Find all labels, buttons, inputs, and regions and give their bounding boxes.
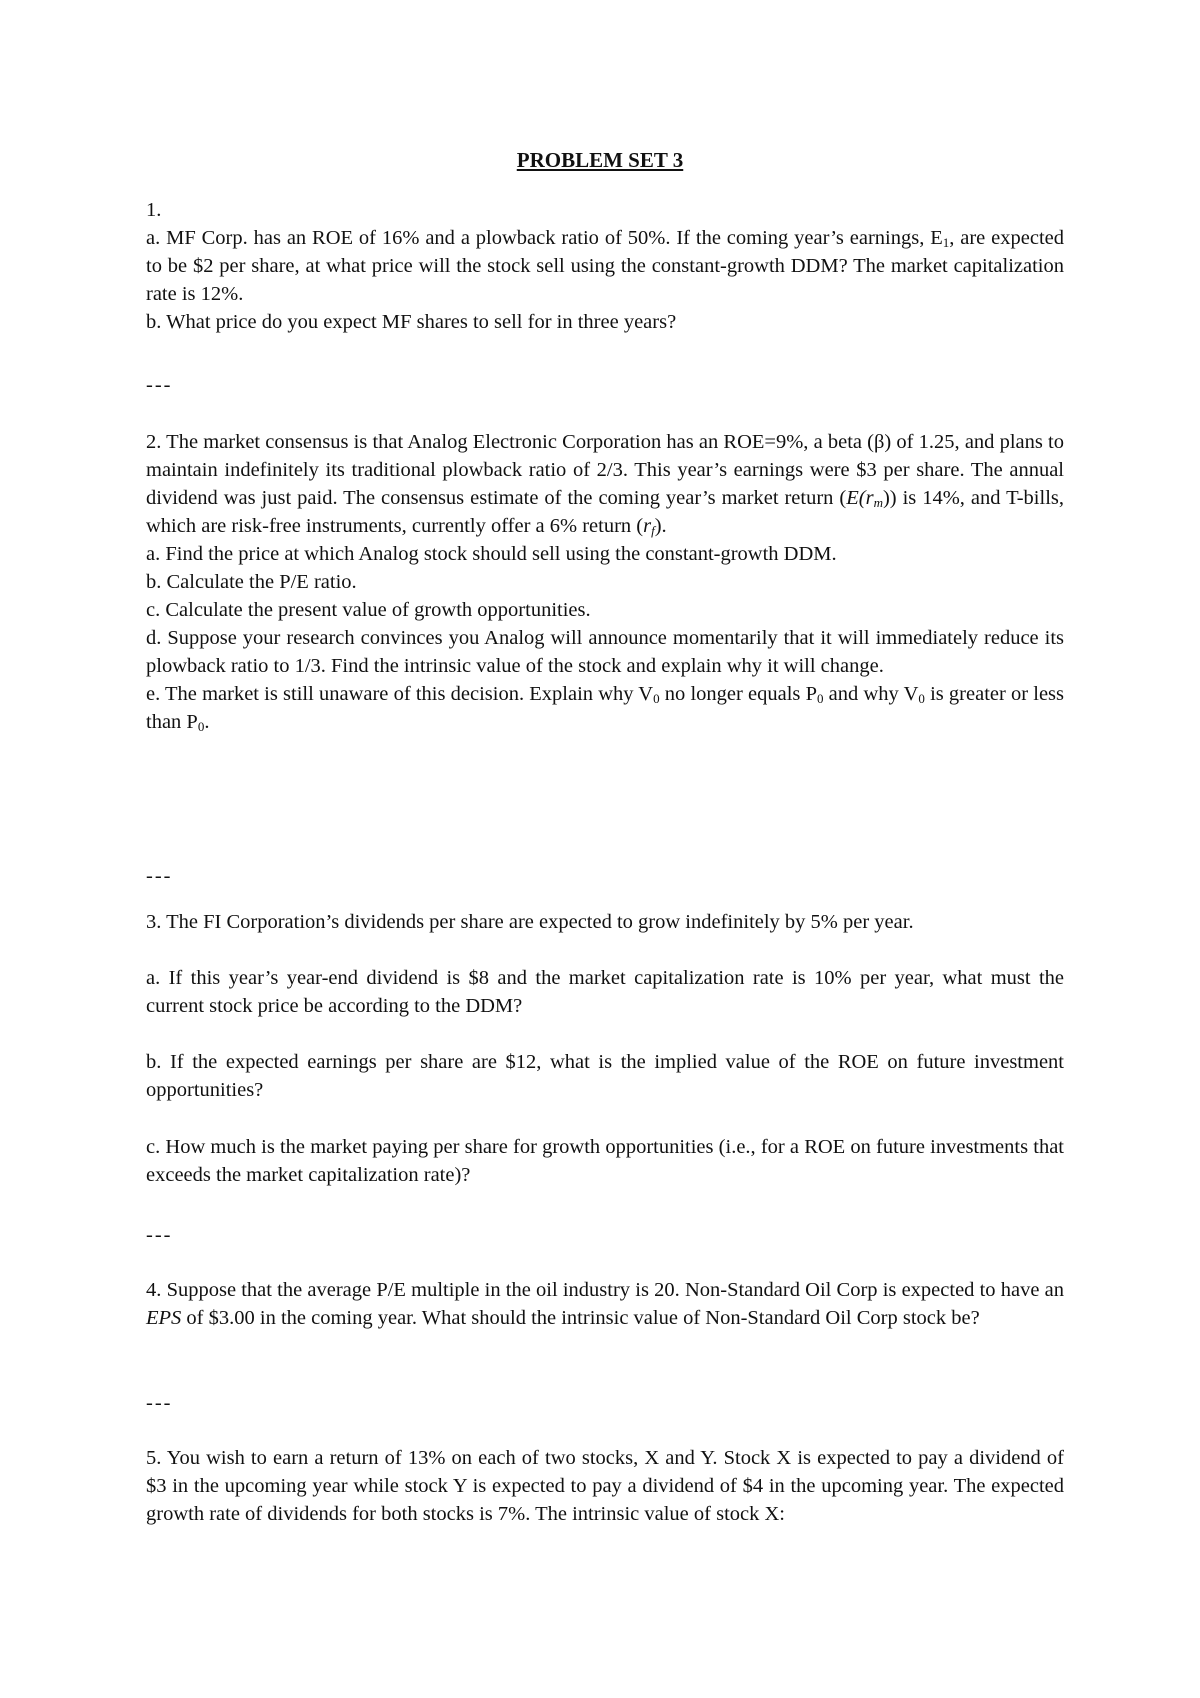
problem-3-part-b: b. If the expected earnings per share are $12, what is the implied value of the ROE on future investment opportunities? (146, 1051, 1064, 1101)
problem-3-intro: 3. The FI Corporation’s dividends per share are expected to grow indefinitely by 5% per year. (146, 911, 914, 933)
problem-4: 4. Suppose that the average P/E multiple in the oil industry is 20. Non-Standard Oil Corp is expected to have an EPS of $3.00 in the coming year. What should the intrinsic value of Non-Standard Oil Corp stock be? (146, 1279, 1064, 1329)
problem-2-part-d: d. Suppose your research convinces you Analog will announce momentarily that it will immediately reduce its plowback ratio to 1/3. Find the intrinsic value of the stock and explain why it will change. (146, 627, 1064, 677)
problem-2 (146, 428, 1064, 736)
problem-3-part-a: a. If this year’s year-end dividend is $8 and the market capitalization rate is 10% per year, what must the current stock price be according to the DDM? (146, 967, 1064, 1017)
separator: --- (146, 374, 173, 396)
problem-1-part-b: b. What price do you expect MF shares to sell for in three years? (146, 311, 677, 333)
problem-1-part-a: a. MF Corp. has an ROE of 16% and a plowback ratio of 50%. If the coming year’s earnings, $E_1$, are expected to be $2 per share, at what price will the stock sell using the constant-growth DDM? The market capitalization rate is 12%. (146, 227, 1064, 305)
separator: --- (146, 865, 173, 887)
separator: --- (146, 1224, 173, 1246)
page-title: PROBLEM SET 3 (516, 148, 684, 172)
problem-2-part-e: e. The market is still unaware of this decision. Explain why $V_0$ no longer equals $P_0$ and why $V_0$ is greater or less than $P_0$. (146, 683, 1065, 734)
problem-1 (146, 196, 1064, 336)
separator: --- (146, 1392, 173, 1414)
problem-3-part-c: c. How much is the market paying per share for growth opportunities (i.e., for a ROE on future investments that exceeds the market capitalization rate)? (146, 1136, 1064, 1186)
problem-1-number: 1. (146, 199, 162, 221)
problem-2-intro: 2. The market consensus is that Analog Electronic Corporation has an ROE=9%, a beta (β) of 1.25, and plans to maintain indefinitely its traditional plowback ratio of 2/3. This year’s earnings were $3 per share. The annual dividend was just paid. The consensus estimate of the coming year’s market return $(E(r_m))$ is 14%, and T-bills, which are risk-free instruments, currently offer a 6% return $(r_f)$. (146, 431, 1065, 538)
problem-2-part-c: c. Calculate the present value of growth opportunities. (146, 599, 591, 621)
problem-2-part-a: a. Find the price at which Analog stock should sell using the constant-growth DDM. (146, 543, 837, 565)
problem-3 (146, 908, 1064, 936)
problem-2-part-b: b. Calculate the P/E ratio. (146, 571, 357, 593)
problem-5: 5. You wish to earn a return of 13% on each of two stocks, X and Y. Stock X is expected to pay a dividend of $3 in the upcoming year while stock Y is expected to pay a dividend of $4 in the upcoming year. The expected growth rate of dividends for both stocks is 7%. The intrinsic value of stock X: (146, 1447, 1064, 1525)
